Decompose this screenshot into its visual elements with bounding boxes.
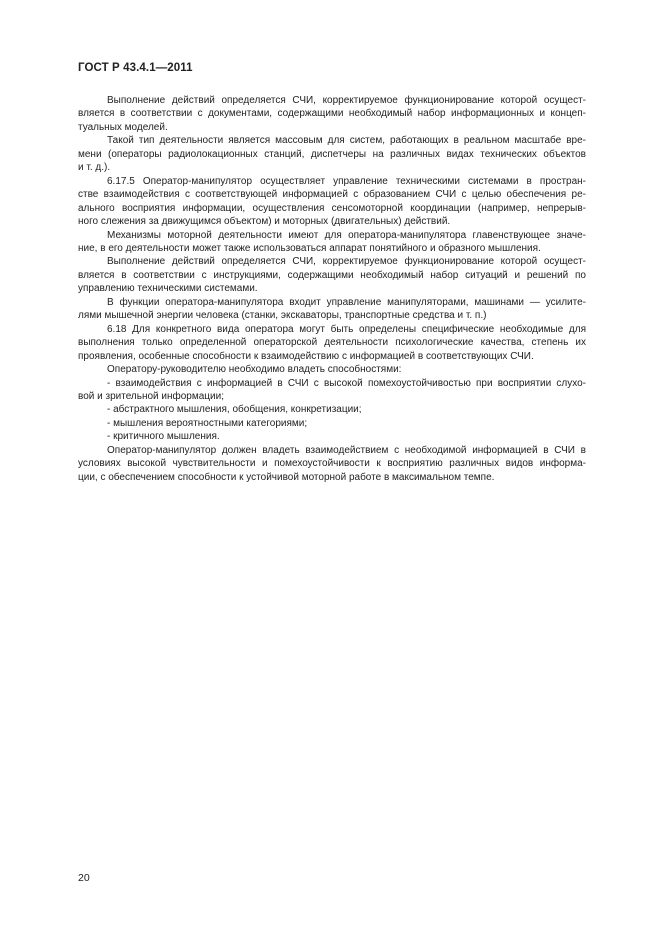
document-header: ГОСТ Р 43.4.1—2011 xyxy=(78,62,193,74)
text-line: ального восприятия информации, осуществления сенсомоторной координации (например, непрерыв- xyxy=(78,202,586,214)
text-line: ции, с обеспечением способности к устойчивой моторной работе в максимальном темпе. xyxy=(78,471,495,483)
text-line: ного слежения за движущимся объектом) и моторных (двигательных) действий. xyxy=(78,216,451,228)
text-line: 6.18 Для конкретного вида оператора могут быть определены специфические необходимые для xyxy=(107,323,586,335)
text-line: 6.17.5 Оператор-манипулятор осуществляет управление техническими системами в простран- xyxy=(107,175,586,187)
text-line: стве взаимодействия с соответствующей информацией с образованием СЧИ с целью обеспечения ре- xyxy=(78,189,586,201)
text-line: вляется в соответствии с инструкциями, содержащими необходимый набор ситуаций и решений по xyxy=(78,269,586,281)
text-line: туальных моделей. xyxy=(78,121,168,133)
text-line: проявления, особенные способности к взаимодействию с информацией в соответствующих СЧИ. xyxy=(78,350,534,362)
text-line: мени (операторы радиолокационных станций, диспетчеры на различных видах технических объектов xyxy=(78,148,586,160)
text-line: - абстрактного мышления, обобщения, конкретизации; xyxy=(107,404,362,416)
text-line: вой и зрительной информации; xyxy=(78,390,224,402)
text-line: Оператор-манипулятор должен владеть взаимодействием с необходимой информацией в СЧИ в xyxy=(107,444,586,456)
text-line: Механизмы моторной деятельности имеют для оператора-манипулятора главенствующее значе- xyxy=(107,229,586,241)
text-line: В функции оператора-манипулятора входит управление манипуляторами, машинами — усилите- xyxy=(107,296,586,308)
body-text xyxy=(78,94,586,484)
text-line: и т. д.). xyxy=(78,162,111,174)
text-line: управлению техническими системами. xyxy=(78,283,258,295)
text-line: - мышления вероятностными категориями; xyxy=(107,417,308,429)
text-line: - критичного мышления. xyxy=(107,431,220,443)
text-line: - взаимодействия с информацией в СЧИ с высокой помехоустойчивостью при восприятии слухо- xyxy=(107,377,586,389)
text-line: Выполнение действий определяется СЧИ, корректируемое функционирование которой осущест- xyxy=(107,95,586,106)
text-line: выполнения только определенной операторской деятельности психологические качества, степень их xyxy=(78,337,586,349)
text-line: Оператору-руководителю необходимо владеть способностями: xyxy=(107,364,402,376)
page-number: 20 xyxy=(78,872,90,884)
text-line: Выполнение действий определяется СЧИ, корректируемое функционирование которой осущест- xyxy=(107,256,586,268)
text-line: Такой тип деятельности является массовым для систем, работающих в реальном масштабе вре- xyxy=(107,135,586,147)
text-line: условиях высокой чувствительности и помехоустойчивости к восприятию различных видов информа- xyxy=(78,458,586,470)
text-line: вляется в соответствии с документами, содержащими необходимый набор информационных и концеп- xyxy=(78,108,586,120)
text-line: ние, в его деятельности может также использоваться аппарат понятийного и образного мышления. xyxy=(78,242,541,254)
text-line: лями мышечной энергии человека (станки, экскаваторы, транспортные средства и т. п.) xyxy=(78,310,487,322)
